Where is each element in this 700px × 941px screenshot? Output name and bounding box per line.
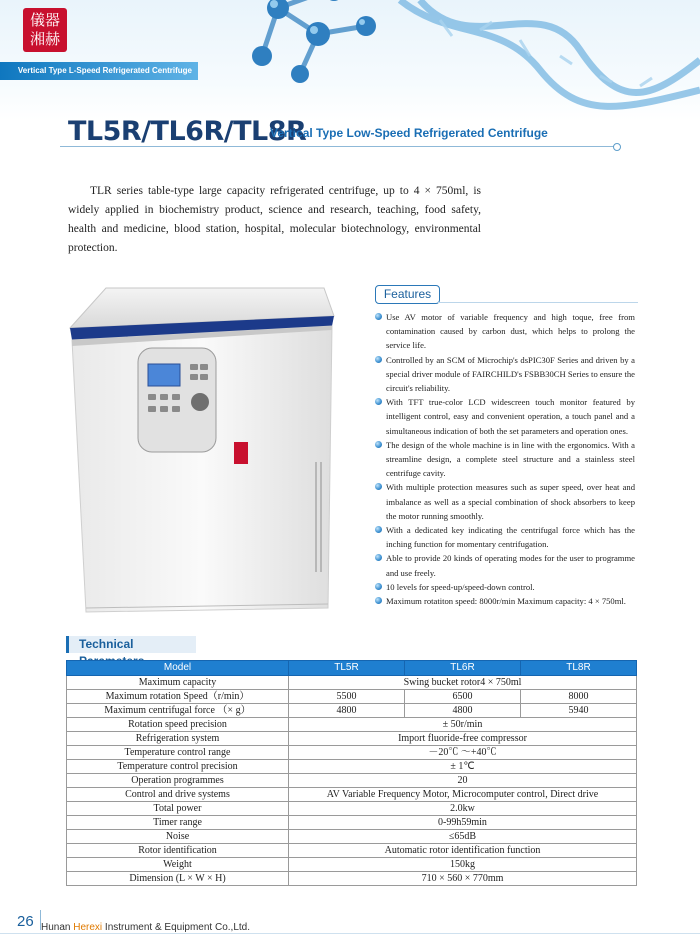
- table-row: [67, 774, 637, 788]
- bullet-icon: [375, 554, 382, 561]
- param-label: Temperature control precision: [67, 760, 289, 774]
- bullet-icon: [375, 441, 382, 448]
- param-label: Control and drive systems: [67, 788, 289, 802]
- company-logo: 儀器湘赫: [23, 8, 67, 52]
- title-endpoint-dot: [613, 143, 621, 151]
- page-subtitle: Vertical Type Low-Speed Refrigerated Centrifuge: [270, 126, 548, 140]
- features-rule: [438, 302, 638, 303]
- company-name: Hunan Herexi Instrument & Equipment Co.,Ltd.: [41, 922, 251, 933]
- table-row: [67, 704, 637, 718]
- footer-line: [0, 933, 700, 934]
- table-row: [67, 872, 637, 886]
- param-value: 20: [289, 774, 637, 788]
- bullet-icon: [375, 597, 382, 604]
- centrifuge-product-image: [66, 282, 346, 618]
- page-number: 26: [17, 913, 34, 930]
- feature-item: With TFT true-color LCD widescreen touch monitor featured by intelligent control, easy and convenient operation, a touch panel and a simultaneous indication of both the set parameters and operation ones.: [375, 395, 635, 438]
- param-label: Temperature control range: [67, 746, 289, 760]
- table-row: [67, 718, 637, 732]
- table-row: [67, 746, 637, 760]
- param-value: 6500: [405, 690, 521, 704]
- bullet-icon: [375, 313, 382, 320]
- param-label: Noise: [67, 830, 289, 844]
- table-row: [67, 844, 637, 858]
- bullet-icon: [375, 398, 382, 405]
- technical-parameters-heading: Technical: [66, 636, 196, 653]
- feature-item: Able to provide 20 kinds of operating modes for the user to programme and use freely.: [375, 551, 635, 579]
- param-value: 4800: [289, 704, 405, 718]
- feature-item: Maximum rotatiton speed: 8000r/min Maximum capacity: 4 × 750ml.: [375, 594, 635, 608]
- param-value: ± 50r/min: [289, 718, 637, 732]
- param-value: 8000: [521, 690, 637, 704]
- header-tl8r: TL8R: [521, 661, 637, 676]
- param-label: Maximum rotation Speed（r/min）: [67, 690, 289, 704]
- param-label: Total power: [67, 802, 289, 816]
- bullet-icon: [375, 583, 382, 590]
- param-label: Maximum capacity: [67, 676, 289, 690]
- param-value: Automatic rotor identification function: [289, 844, 637, 858]
- param-value: ± 1℃: [289, 760, 637, 774]
- table-row: [67, 802, 637, 816]
- intro-paragraph: TLR series table-type large capacity refrigerated centrifuge, up to 4 × 750ml, is widely applied in biochemistry product, science and research, teaching, food safety, health and medicine, blood station, hospital, molecular biotechnology, environmental protection.: [68, 185, 481, 254]
- feature-item: Use AV motor of variable frequency and high toque, free from contamination caused by carbon dust, which helps to prolong the service life.: [375, 310, 635, 353]
- feature-item: With a dedicated key indicating the centrifugal force which has the inching function for momentary centrifugation.: [375, 523, 635, 551]
- param-label: Maximum centrifugal force （× g）: [67, 704, 289, 718]
- header-background: [0, 0, 700, 120]
- param-value: 5500: [289, 690, 405, 704]
- technical-parameters-table: [66, 660, 637, 886]
- features-list: [375, 310, 635, 608]
- param-value: －20℃ ～+40℃: [289, 746, 637, 760]
- table-row: [67, 816, 637, 830]
- header-model: Model: [67, 661, 289, 676]
- bullet-icon: [375, 483, 382, 490]
- param-value: 2.0kw: [289, 802, 637, 816]
- param-value: 150kg: [289, 858, 637, 872]
- param-label: Timer range: [67, 816, 289, 830]
- feature-item: The design of the whole machine is in line with the ergonomics. With a streamline design, a complete steel structure and a stainless steel centrifuge cavity.: [375, 438, 635, 481]
- table-row: [67, 858, 637, 872]
- table-row: [67, 830, 637, 844]
- param-label: Rotor identification: [67, 844, 289, 858]
- table-row: [67, 676, 637, 690]
- feature-item: 10 levels for speed-up/speed-down control.: [375, 580, 635, 594]
- header-tl6r: TL6R: [405, 661, 521, 676]
- features-heading: Features: [375, 285, 440, 304]
- table-header-row: [67, 661, 637, 676]
- param-label: Refrigeration system: [67, 732, 289, 746]
- param-value: AV Variable Frequency Motor, Microcomputer control, Direct drive: [289, 788, 637, 802]
- param-value: 5940: [521, 704, 637, 718]
- param-value: Import fluoride-free compressor: [289, 732, 637, 746]
- param-value: 710 × 560 × 770mm: [289, 872, 637, 886]
- header-tl5r: TL5R: [289, 661, 405, 676]
- param-label: Operation programmes: [67, 774, 289, 788]
- param-value: 4800: [405, 704, 521, 718]
- bullet-icon: [375, 526, 382, 533]
- param-label: Rotation speed precision: [67, 718, 289, 732]
- company-highlight: Herexi: [73, 922, 103, 933]
- page-title: TL5R/TL6R/TL8R: [68, 116, 307, 147]
- param-value: 0-99h59min: [289, 816, 637, 830]
- param-value: ≤65dB: [289, 830, 637, 844]
- feature-item: Controlled by an SCM of Microchip's dsPIC30F Series and driven by a special driver module of FAIRCHILD's FSBB30CH Series to ensure the circuit's reliability.: [375, 353, 635, 396]
- param-label: Dimension (L × W × H): [67, 872, 289, 886]
- dna-molecule-graphic: [0, 0, 700, 120]
- param-value: Swing bucket rotor4 × 750ml: [289, 676, 637, 690]
- bullet-icon: [375, 356, 382, 363]
- table-row: [67, 732, 637, 746]
- param-label: Weight: [67, 858, 289, 872]
- table-row: [67, 788, 637, 802]
- category-tag: Vertical Type L-Speed Refrigerated Centrifuge: [0, 62, 198, 80]
- table-row: [67, 690, 637, 704]
- table-row: [67, 760, 637, 774]
- feature-item: With multiple protection measures such as super speed, over heat and imbalance as well as a special combination of shock absorbers to keep the motor running smoothly.: [375, 480, 635, 523]
